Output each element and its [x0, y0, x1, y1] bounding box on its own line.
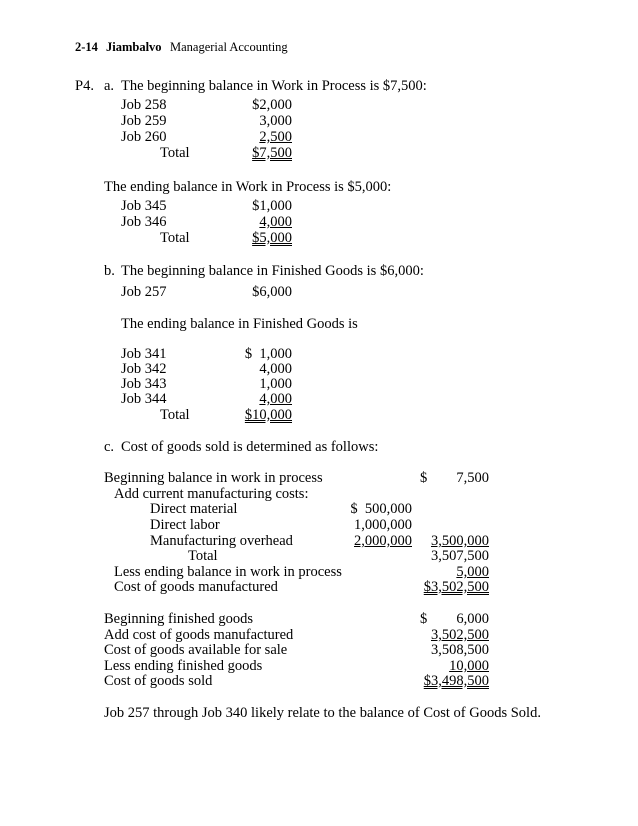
table-row-job: Job 345 — [121, 198, 167, 214]
table-row-job: Job 257 — [121, 284, 167, 300]
direct-labor-label: Direct labor — [150, 517, 220, 533]
table-row-amount: 1,000 — [259, 376, 292, 392]
begin-fg-label: Beginning finished goods — [104, 611, 254, 627]
table-row-job: Job 344 — [121, 391, 167, 407]
table-row-amount: 4,000 — [259, 214, 292, 230]
available-amount: 3,508,500 — [431, 642, 489, 658]
table-row-amount: $ 1,000 — [244, 346, 292, 362]
cogs-amount: $3,498,500 — [423, 673, 489, 689]
conclusion-text: Job 257 through Job 340 likely relate to the balance of Cost of Goods Sold. — [104, 705, 541, 721]
overhead-label: Manufacturing overhead — [150, 533, 293, 549]
total-label: Total — [160, 407, 190, 423]
part-b-end-text: The ending balance in Finished Goods is — [121, 316, 358, 332]
less-end-fg-label: Less ending finished goods — [104, 658, 263, 674]
cogm-amount: $3,502,500 — [423, 579, 489, 595]
problem-label: P4. — [75, 78, 94, 94]
less-end-wip-amount: 5,000 — [456, 564, 489, 580]
available-label: Cost of goods available for sale — [104, 642, 288, 658]
total-label: Total — [160, 145, 190, 161]
book-title: Managerial Accounting — [170, 40, 288, 54]
part-b-begin-text: The beginning balance in Finished Goods is $6,000: — [121, 263, 424, 279]
part-a-letter: a. — [104, 78, 115, 94]
table-row-amount: 4,000 — [259, 391, 292, 407]
current-costs-total: 3,500,000 — [431, 533, 489, 549]
part-c-intro: Cost of goods sold is determined as follows: — [121, 439, 379, 455]
currency-sign: $ — [420, 470, 428, 486]
begin-fg-amount: 6,000 — [456, 611, 489, 627]
table-row-amount: $2,000 — [252, 97, 292, 113]
currency-sign: $ — [420, 611, 428, 627]
part-b-letter: b. — [104, 263, 115, 279]
begin-wip-total: $7,500 — [252, 145, 292, 161]
author-name: Jiambalvo — [106, 40, 162, 54]
cogm-label: Cost of goods manufactured — [114, 579, 278, 595]
direct-material-label: Direct material — [150, 501, 238, 517]
begin-wip-label: Beginning balance in work in process — [104, 470, 323, 486]
overhead-amount: 2,000,000 — [354, 533, 412, 549]
add-costs-label: Add current manufacturing costs: — [114, 486, 309, 502]
part-c-letter: c. — [104, 439, 115, 455]
page-number: 2-14 — [75, 40, 98, 54]
table-row-job: Job 346 — [121, 214, 167, 230]
table-row-job: Job 258 — [121, 97, 167, 113]
direct-material-amount: $ 500,000 — [350, 501, 412, 517]
add-cogm-label: Add cost of goods manufactured — [104, 627, 294, 643]
cogm-subtotal: 3,507,500 — [431, 548, 489, 564]
direct-labor-amount: 1,000,000 — [354, 517, 412, 533]
table-row-amount: $6,000 — [252, 284, 292, 300]
table-row-job: Job 259 — [121, 113, 167, 129]
table-row-amount: 3,000 — [259, 113, 292, 129]
table-row-job: Job 342 — [121, 361, 167, 377]
total-label: Total — [160, 230, 190, 246]
part-a-end-text: The ending balance in Work in Process is $5,000: — [104, 179, 392, 195]
add-cogm-amount: 3,502,500 — [431, 627, 489, 643]
table-row-amount: $1,000 — [252, 198, 292, 214]
total-label: Total — [188, 548, 218, 564]
part-a-begin-text: The beginning balance in Work in Process is $7,500: — [121, 78, 427, 94]
end-wip-total: $5,000 — [252, 230, 292, 246]
cogs-label: Cost of goods sold — [104, 673, 213, 689]
table-row-job: Job 341 — [121, 346, 167, 362]
less-end-wip-label: Less ending balance in work in process — [114, 564, 342, 580]
end-fg-total: $10,000 — [244, 407, 292, 423]
less-end-fg-amount: 10,000 — [449, 658, 489, 674]
table-row-job: Job 260 — [121, 129, 167, 145]
begin-wip-amount: 7,500 — [456, 470, 489, 486]
table-row-job: Job 343 — [121, 376, 167, 392]
table-row-amount: 4,000 — [259, 361, 292, 377]
table-row-amount: 2,500 — [259, 129, 292, 145]
